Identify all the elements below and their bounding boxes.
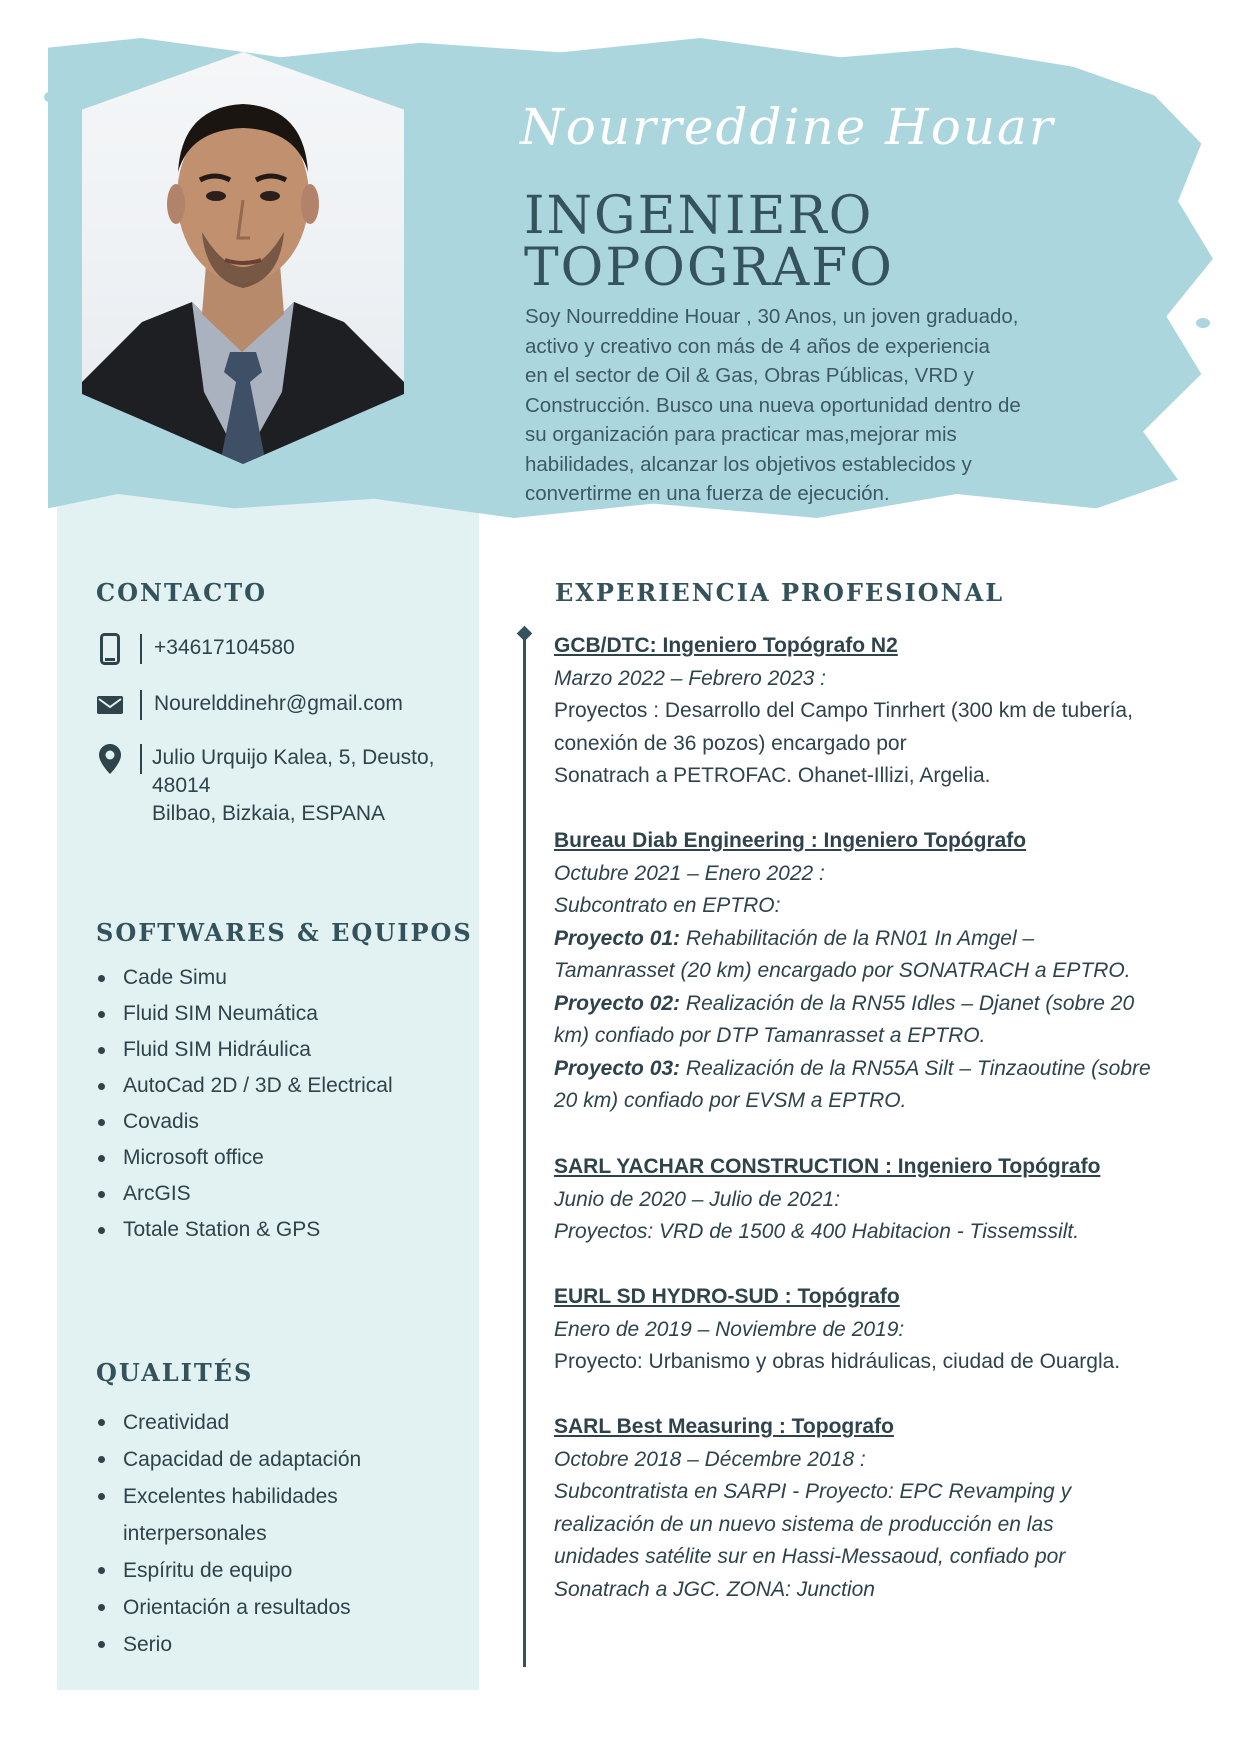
- list-item: Espíritu de equipo: [96, 1552, 426, 1589]
- job-dates: Octobre 2018 – Décembre 2018 :: [554, 1447, 866, 1471]
- project-line: [554, 923, 1204, 956]
- job-dates: Enero de 2019 – Noviembre de 2019:: [554, 1317, 905, 1341]
- list-item: Capacidad de adaptación: [96, 1441, 426, 1478]
- contact-divider: [140, 690, 142, 720]
- timeline-line: [523, 633, 526, 1667]
- location-pin-icon: [96, 744, 124, 774]
- timeline-marker: [517, 626, 533, 642]
- mail-icon: [96, 690, 124, 720]
- job-description: Sonatrach a JGC. ZONA: Junction: [554, 1577, 875, 1601]
- project-text: Tamanrasset (20 km) encargado por SONATRACH a EPTRO.: [554, 959, 1131, 982]
- email-address[interactable]: Nourelddinehr@gmail.com: [154, 692, 403, 715]
- job-dates: Marzo 2022 – Febrero 2023 :: [554, 666, 826, 690]
- job-description: unidades satélite sur en Hassi-Messaoud, confiado por: [554, 1545, 1066, 1568]
- address-line: Bilbao, Bizkaia, ESPANA: [152, 802, 386, 825]
- contact-email-row: [96, 690, 403, 720]
- phone-number[interactable]: +34617104580: [154, 636, 295, 659]
- list-item: Covadis: [96, 1104, 393, 1140]
- list-item: Microsoft office: [96, 1140, 393, 1176]
- contact-heading: CONTACTO: [96, 578, 267, 607]
- brush-speck: [1196, 318, 1210, 328]
- job-description: conexión de 36 pozos) encargado por: [554, 731, 907, 755]
- project-line: [554, 988, 1204, 1021]
- list-item: Totale Station & GPS: [96, 1212, 393, 1248]
- job-description: Proyecto: Urbanismo y obras hidráulicas, ciudad de Ouargla.: [554, 1350, 1121, 1373]
- job-title: Bureau Diab Engineering : Ingeniero Topógrafo: [554, 829, 1027, 852]
- profile-photo: [82, 52, 404, 464]
- contact-phone-row: [96, 634, 295, 664]
- list-item: Fluid SIM Hidráulica: [96, 1032, 393, 1068]
- job-subtitle: Subcontrato en EPTRO:: [554, 894, 781, 917]
- job-title: SARL Best Measuring : Topografo: [554, 1415, 894, 1438]
- address-line: Julio Urquijo Kalea, 5, Deusto,: [152, 746, 435, 769]
- project-label: Proyecto 03:: [554, 1056, 681, 1080]
- postal-address: [152, 744, 435, 828]
- intro-paragraph: Soy Nourreddine Houar , 30 Anos, un joven graduado, activo y creativo con más de 4 años de experiencia en el sector de Oil & Gas, Obras Públicas, VRD y Construcción. Busco una nueva oportunidad dentro de su organización para practicar mas,mejorar mis habilidades, alcanzar los objetivos establecidos y convertirme en una fuerza de ejecución.: [525, 305, 1021, 505]
- job-title: SARL YACHAR CONSTRUCTION : Ingeniero Topógrafo: [554, 1155, 1101, 1178]
- address-line: 48014: [152, 774, 211, 797]
- list-item: Cade Simu: [96, 960, 393, 996]
- job-entry: [554, 825, 1204, 1118]
- job-entry: [554, 1411, 1204, 1606]
- qualities-heading: QUALITÉS: [96, 1358, 254, 1387]
- contact-divider: [140, 744, 142, 774]
- contact-address-row: [96, 744, 435, 828]
- list-item: Fluid SIM Neumática: [96, 996, 393, 1032]
- project-label: Proyecto 01:: [554, 926, 681, 950]
- job-description: Subcontratista en SARPI - Proyecto: EPC Revamping y: [554, 1480, 1072, 1503]
- job-entry: [554, 1151, 1204, 1249]
- list-item: AutoCad 2D / 3D & Electrical: [96, 1068, 393, 1104]
- project-text: Realización de la RN55A Silt – Tinzaoutine (sobre: [680, 1056, 1151, 1080]
- contact-divider: [140, 634, 142, 664]
- job-description: Sonatrach a PETROFAC. Ohanet-Illizi, Argelia.: [554, 764, 991, 787]
- project-line: [554, 1053, 1204, 1086]
- project-label: Proyecto 02:: [554, 991, 681, 1015]
- job-entry: [554, 1281, 1204, 1379]
- project-text: Rehabilitación de la RN01 In Amgel –: [680, 926, 1035, 950]
- job-description: realización de un nuevo sistema de producción en las: [554, 1512, 1054, 1536]
- list-item: Creatividad: [96, 1404, 426, 1441]
- list-item: ArcGIS: [96, 1176, 393, 1212]
- project-text: 20 km) confiado por EVSM a EPTRO.: [554, 1089, 907, 1112]
- qualities-list: [96, 1404, 426, 1663]
- brush-speck: [44, 92, 54, 102]
- software-list: [96, 960, 393, 1248]
- phone-icon: [96, 634, 124, 664]
- job-entry: [554, 630, 1204, 793]
- job-dates: Octubre 2021 – Enero 2022 :: [554, 861, 825, 885]
- job-title: EURL SD HYDRO-SUD : Topógrafo: [554, 1285, 900, 1308]
- job-title-line2: TOPOGRAFO: [524, 238, 894, 298]
- signature-name: Nourreddine Houar: [520, 98, 1055, 156]
- job-title-line1: INGENIERO: [524, 186, 874, 246]
- experience-heading: EXPERIENCIA PROFESIONAL: [555, 578, 1005, 607]
- brush-speck: [1182, 150, 1192, 158]
- list-item: Excelentes habilidades interpersonales: [96, 1478, 426, 1552]
- job-title: GCB/DTC: Ingeniero Topógrafo N2: [554, 634, 898, 657]
- list-item: Orientación a resultados: [96, 1589, 426, 1626]
- project-text: Realización de la RN55 Idles – Djanet (sobre 20: [680, 991, 1135, 1015]
- job-description: Proyectos: VRD de 1500 & 400 Habitacion - Tissemssilt.: [554, 1220, 1080, 1243]
- project-text: km) confiado por DTP Tamanrasset a EPTRO.: [554, 1024, 986, 1047]
- job-dates: Junio de 2020 – Julio de 2021:: [554, 1187, 841, 1211]
- software-heading: SOFTWARES & EQUIPOS: [96, 918, 473, 947]
- list-item: Serio: [96, 1626, 426, 1663]
- job-description: Proyectos : Desarrollo del Campo Tinrhert (300 km de tubería,: [554, 699, 1133, 722]
